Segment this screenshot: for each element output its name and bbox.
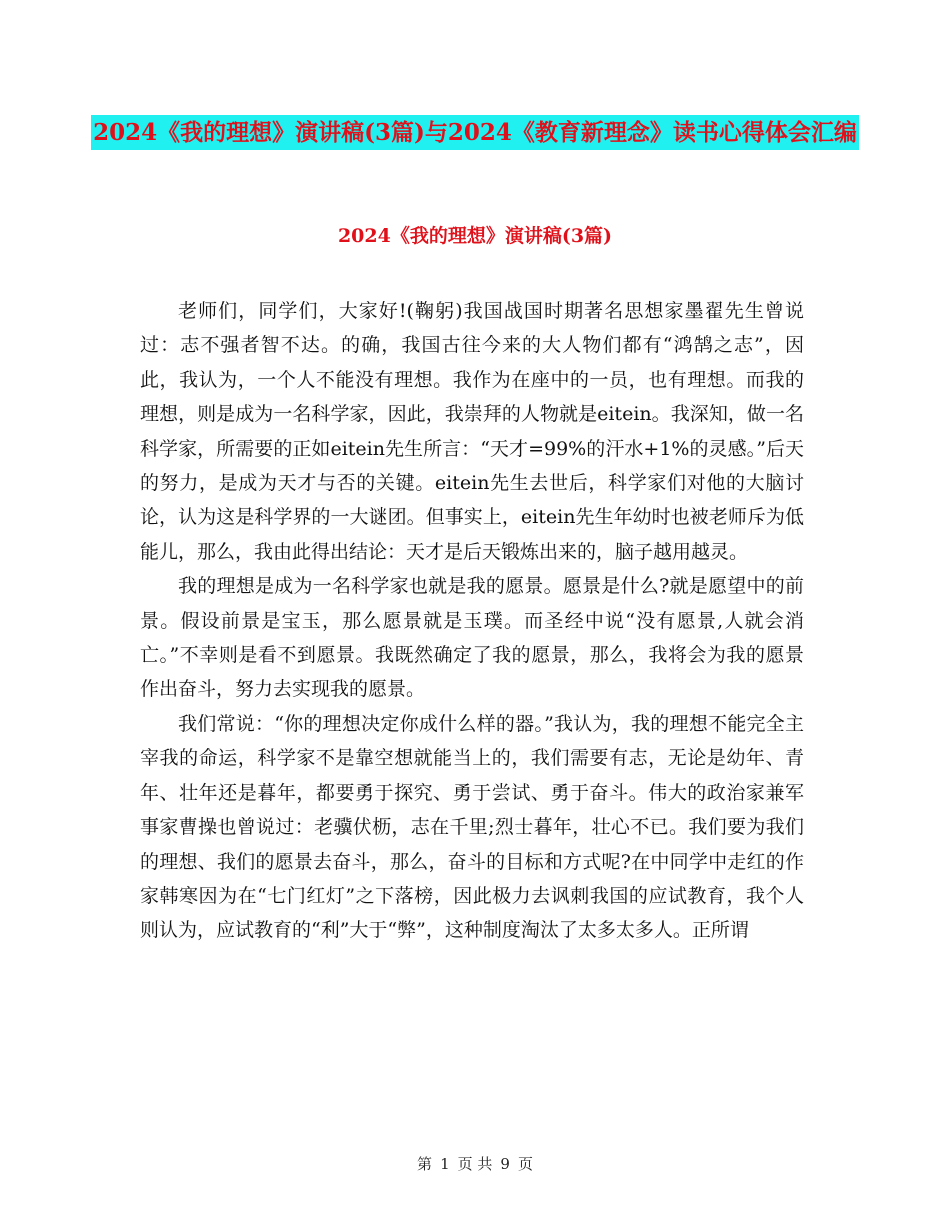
document-body [140,294,804,948]
body-paragraph: 我们常说：“你的理想决定你成什么样的器。”我认为，我的理想不能完全主宰我的命运，科学家不是靠空想就能当上的，我们需要有志，无论是幼年、青年、壮年还是暮年，都要勇于探究、勇于尝试、勇于奋斗。伟大的政治家兼军事家曹操也曾说过：老骥伏枥，志在千里;烈士暮年，壮心不已。我们要为我们的理想、我们的愿景去奋斗，那么，奋斗的目标和方式呢?在中同学中走红的作家韩寒因为在“七门红灯”之下落榜，因此极力去讽刺我国的应试教育，我个人则认为，应试教育的“利”大于“弊”，这种制度淘汰了太多太多人。正所谓 [140,712,804,942]
page-label-mid: 页 共 [457,1155,493,1173]
body-paragraph: 老师们，同学们，大家好!(鞠躬)我国战国时期著名思想家墨翟先生曾说过：志不强者智不达。的确，我国古往今来的大人物们都有“鸿鹄之志”，因此，我认为，一个人不能没有理想。我作为在座中的一员，也有理想。而我的理想，则是成为一名科学家，因此，我崇拜的人物就是eitein。我深知，做一名科学家，所需要的正如eitein先生所言：“天才=99%的汗水+1%的灵感。”后天的努力，是成为天才与否的关键。eitein先生去世后，科学家们对他的大脑讨论，认为这是科学界的一大谜团。但事实上，eitein先生年幼时也被老师斥为低能儿，那么，我由此得出结论：天才是后天锻炼出来的，脑子越用越灵。 [140,300,804,563]
current-page-number: 1 [440,1155,450,1173]
page-footer [0,1152,950,1176]
total-page-count: 9 [500,1155,510,1173]
document-title-text: 2024《我的理想》演讲稿(3篇)与2024《教育新理念》读书心得体会汇编 [91,115,859,150]
document-title [0,109,950,157]
body-paragraph: 我的理想是成为一名科学家也就是我的愿景。愿景是什么?就是愿望中的前景。假设前景是宝玉，那么愿景就是玉璞。而圣经中说“没有愿景,人就会消亡。”不幸则是看不到愿景。我既然确定了我的愿景，那么，我将会为我的愿景作出奋斗，努力去实现我的愿景。 [140,575,804,701]
page-label-prefix: 第 [417,1155,433,1173]
section-title: 2024《我的理想》演讲稿(3篇) [337,225,613,247]
page-label-suffix: 页 [517,1155,533,1173]
